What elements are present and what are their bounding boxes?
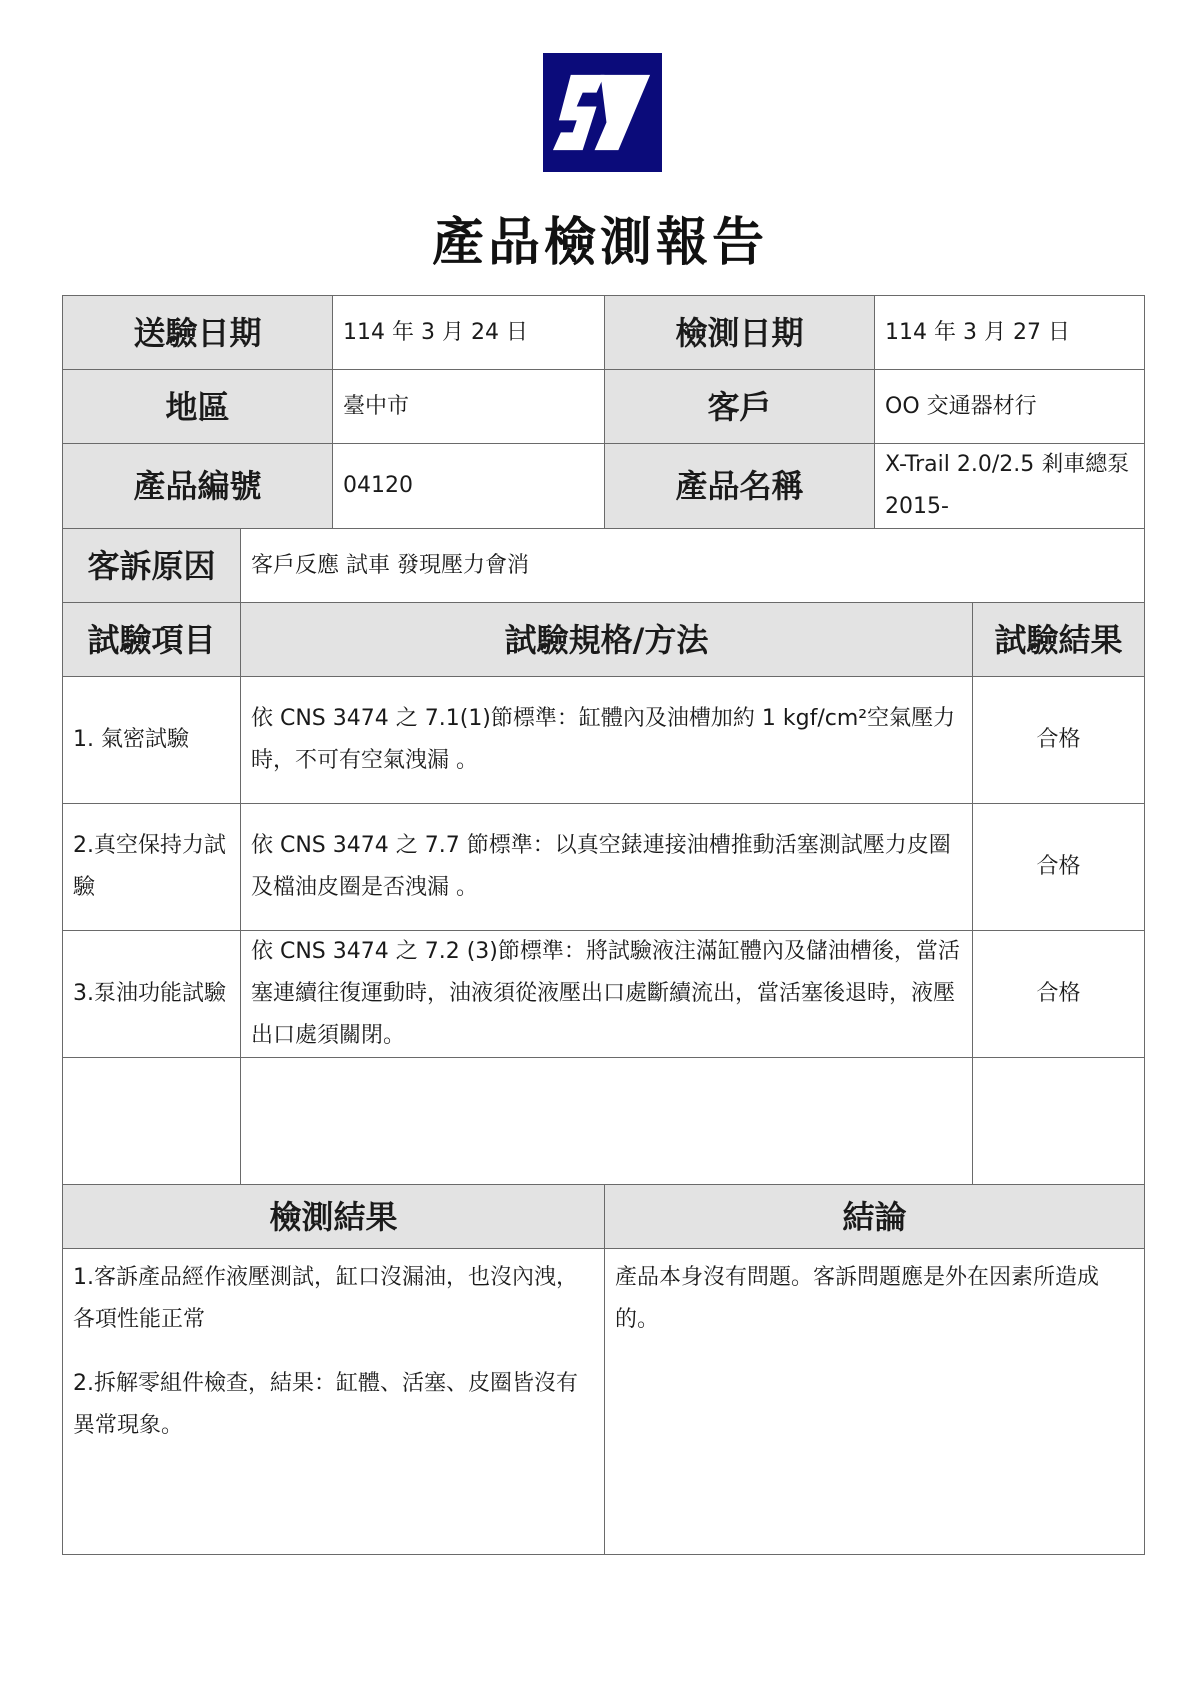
test-item: 1. 氣密試驗	[63, 677, 241, 804]
empty-cell	[63, 1058, 241, 1185]
test-row	[63, 931, 1145, 1058]
test-row	[63, 804, 1145, 931]
product-name-label: 產品名稱	[605, 444, 875, 529]
test-date-value: 114 年 3 月 27 日	[875, 296, 1145, 370]
row-summary-body	[63, 1249, 1145, 1555]
page-title: 產品檢測報告	[431, 213, 768, 273]
customer-label: 客戶	[605, 370, 875, 444]
findings-cell	[63, 1249, 605, 1555]
row-product	[63, 444, 1145, 529]
test-result: 合格	[973, 677, 1145, 804]
product-no-value: 04120	[333, 444, 605, 529]
conclusion-cell	[605, 1249, 1145, 1555]
test-method-header: 試驗規格/方法	[241, 603, 973, 677]
empty-cell	[973, 1058, 1145, 1185]
test-row	[63, 677, 1145, 804]
sy-logo-icon	[543, 53, 662, 172]
row-dates	[63, 296, 1145, 370]
region-label: 地區	[63, 370, 333, 444]
test-item-header: 試驗項目	[63, 603, 241, 677]
row-region	[63, 370, 1145, 444]
conclusion-header: 結論	[605, 1185, 1145, 1249]
row-test-headers	[63, 603, 1145, 677]
findings-header: 檢測結果	[63, 1185, 605, 1249]
test-method: 依 CNS 3474 之 7.2 (3)節標準：將試驗液注滿缸體內及儲油槽後，當活塞連續往復運動時，油液須從液壓出口處斷續流出，當活塞後退時，液壓出口處須關閉。	[241, 931, 973, 1058]
row-summary-headers	[63, 1185, 1145, 1249]
test-item: 3.泵油功能試驗	[63, 931, 241, 1058]
test-method: 依 CNS 3474 之 7.7 節標準：以真空錶連接油槽推動活塞測試壓力皮圈及檔油皮圈是否洩漏 。	[241, 804, 973, 931]
test-result-header: 試驗結果	[973, 603, 1145, 677]
row-complaint	[63, 529, 1145, 603]
submit-date-label: 送驗日期	[63, 296, 333, 370]
test-item: 2.真空保持力試驗	[63, 804, 241, 931]
conclusion-text: 產品本身沒有問題。客訴問題應是外在因素所造成的。	[615, 1265, 1100, 1332]
finding-paragraph: 1.客訴產品經作液壓測試，缸口沒漏油，也沒內洩，各項性能正常	[73, 1265, 578, 1332]
finding-paragraph: 2.拆解零組件檢查，結果：缸體、活塞、皮圈皆沒有異常現象。	[73, 1371, 578, 1438]
report-table	[62, 295, 1145, 1555]
complaint-label: 客訴原因	[63, 529, 241, 603]
complaint-value: 客戶反應 試車 發現壓力會消	[241, 529, 1145, 603]
test-result: 合格	[973, 931, 1145, 1058]
product-name-value: X-Trail 2.0/2.5 剎車總泵 2015-	[875, 444, 1145, 529]
region-value: 臺中市	[333, 370, 605, 444]
sy-logo	[543, 53, 662, 172]
product-no-label: 產品編號	[63, 444, 333, 529]
test-method: 依 CNS 3474 之 7.1(1)節標準：缸體內及油槽加約 1 kgf/cm²空氣壓力時，不可有空氣洩漏 。	[241, 677, 973, 804]
test-date-label: 檢測日期	[605, 296, 875, 370]
empty-cell	[241, 1058, 973, 1185]
customer-value: OO 交通器材行	[875, 370, 1145, 444]
submit-date-value: 114 年 3 月 24 日	[333, 296, 605, 370]
test-row-empty	[63, 1058, 1145, 1185]
test-result: 合格	[973, 804, 1145, 931]
